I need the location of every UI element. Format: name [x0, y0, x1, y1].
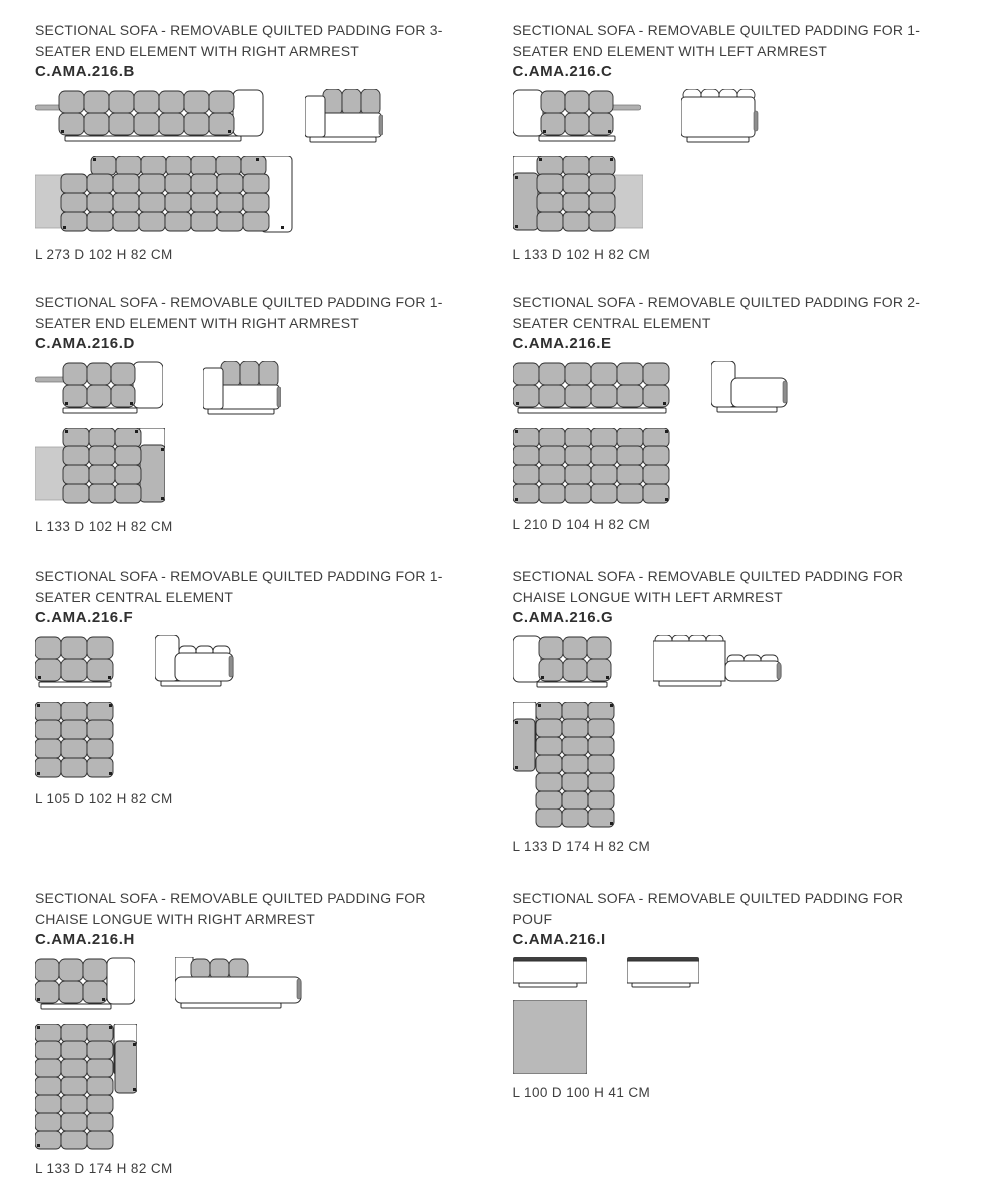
product-title-line-1: SECTIONAL SOFA - REMOVABLE QUILTED PADDING FOR — [512, 890, 904, 906]
product-entry — [513, 566, 961, 888]
product-title-line-2: SEATER END ELEMENT WITH LEFT ARMREST — [512, 42, 827, 59]
front-view-drawing — [513, 957, 587, 989]
plan-view-drawing — [513, 1000, 587, 1074]
product-code: C.AMA.216.H — [35, 931, 135, 948]
product-entry — [35, 292, 483, 566]
product-title — [513, 888, 961, 929]
side-view-drawing — [155, 635, 235, 689]
product-title-line-1: SECTIONAL SOFA - REMOVABLE QUILTED PADDING FOR 1- — [35, 294, 443, 310]
front-view-drawing — [513, 89, 641, 145]
product-title-line-1: SECTIONAL SOFA - REMOVABLE QUILTED PADDING FOR — [35, 890, 426, 906]
product-dimensions: L 133 D 102 H 82 CM — [512, 247, 651, 262]
side-view-drawing — [681, 89, 759, 143]
elevation-views — [35, 635, 483, 691]
elevation-views — [35, 89, 483, 145]
product-title-line-2: CHAISE LONGUE WITH LEFT ARMREST — [512, 588, 783, 605]
plan-view-drawing — [513, 428, 671, 506]
side-view-drawing — [627, 957, 699, 989]
product-code: C.AMA.216.C — [512, 63, 613, 80]
product-entry — [513, 888, 961, 1176]
product-title-line-1: SECTIONAL SOFA - REMOVABLE QUILTED PADDING FOR 1- — [35, 568, 443, 584]
product-entry — [35, 20, 483, 292]
plan-view-drawing — [513, 156, 643, 236]
product-title-line-1: SECTIONAL SOFA - REMOVABLE QUILTED PADDING FOR 2- — [512, 294, 921, 310]
elevation-views — [513, 957, 961, 989]
product-entry — [35, 888, 483, 1176]
front-view-drawing — [35, 361, 163, 417]
elevation-views — [513, 635, 961, 691]
front-view-drawing — [35, 89, 265, 145]
plan-view-drawing — [35, 1024, 137, 1150]
side-view-drawing — [711, 361, 789, 415]
product-entry — [513, 292, 961, 566]
product-code: C.AMA.216.E — [512, 335, 612, 352]
product-title-line-2: SEATER CENTRAL ELEMENT — [35, 588, 234, 605]
product-code: C.AMA.216.G — [512, 609, 614, 626]
product-code: C.AMA.216.B — [35, 63, 135, 80]
front-view-drawing — [35, 957, 135, 1013]
side-view-drawing — [653, 635, 785, 689]
product-dimensions: L 133 D 174 H 82 CM — [35, 1161, 173, 1176]
product-title-line-1: SECTIONAL SOFA - REMOVABLE QUILTED PADDING FOR 3- — [35, 22, 443, 38]
product-title — [513, 292, 961, 333]
product-dimensions: L 210 D 104 H 82 CM — [512, 517, 651, 532]
product-title-line-1: SECTIONAL SOFA - REMOVABLE QUILTED PADDING FOR — [512, 568, 904, 584]
product-code: C.AMA.216.I — [512, 931, 606, 948]
product-entry — [513, 20, 961, 292]
front-view-drawing — [513, 361, 671, 417]
product-title-line-1: SECTIONAL SOFA - REMOVABLE QUILTED PADDING FOR 1- — [512, 22, 921, 38]
product-dimensions: L 100 D 100 H 41 CM — [512, 1085, 651, 1100]
product-title-line-2: SEATER END ELEMENT WITH RIGHT ARMREST — [35, 314, 359, 331]
product-title — [35, 888, 483, 929]
product-title-line-2: CHAISE LONGUE WITH RIGHT ARMREST — [35, 910, 315, 927]
side-view-drawing — [203, 361, 281, 415]
plan-view-drawing — [513, 702, 615, 828]
front-view-drawing — [513, 635, 613, 691]
product-dimensions: L 273 D 102 H 82 CM — [35, 247, 173, 262]
product-title — [35, 566, 483, 607]
product-code: C.AMA.216.F — [35, 609, 134, 626]
product-title — [35, 20, 483, 61]
elevation-views — [513, 361, 961, 417]
plan-view-drawing — [35, 156, 293, 236]
elevation-views — [35, 361, 483, 417]
front-view-drawing — [35, 635, 115, 691]
product-title-line-2: SEATER CENTRAL ELEMENT — [512, 314, 711, 331]
product-code: C.AMA.216.D — [35, 335, 135, 352]
product-dimensions: L 133 D 174 H 82 CM — [512, 839, 651, 854]
elevation-views — [513, 89, 961, 145]
elevation-views — [35, 957, 483, 1013]
plan-view-drawing — [35, 428, 165, 508]
side-view-drawing — [305, 89, 383, 143]
product-title — [35, 292, 483, 333]
product-title-line-2: POUF — [512, 910, 553, 927]
product-entry — [35, 566, 483, 888]
product-title — [513, 566, 961, 607]
product-title-line-2: SEATER END ELEMENT WITH RIGHT ARMREST — [35, 42, 359, 59]
side-view-drawing — [175, 957, 305, 1011]
product-title — [513, 20, 961, 61]
product-dimensions: L 105 D 102 H 82 CM — [35, 791, 173, 806]
plan-view-drawing — [35, 702, 115, 780]
product-dimensions: L 133 D 102 H 82 CM — [35, 519, 173, 534]
